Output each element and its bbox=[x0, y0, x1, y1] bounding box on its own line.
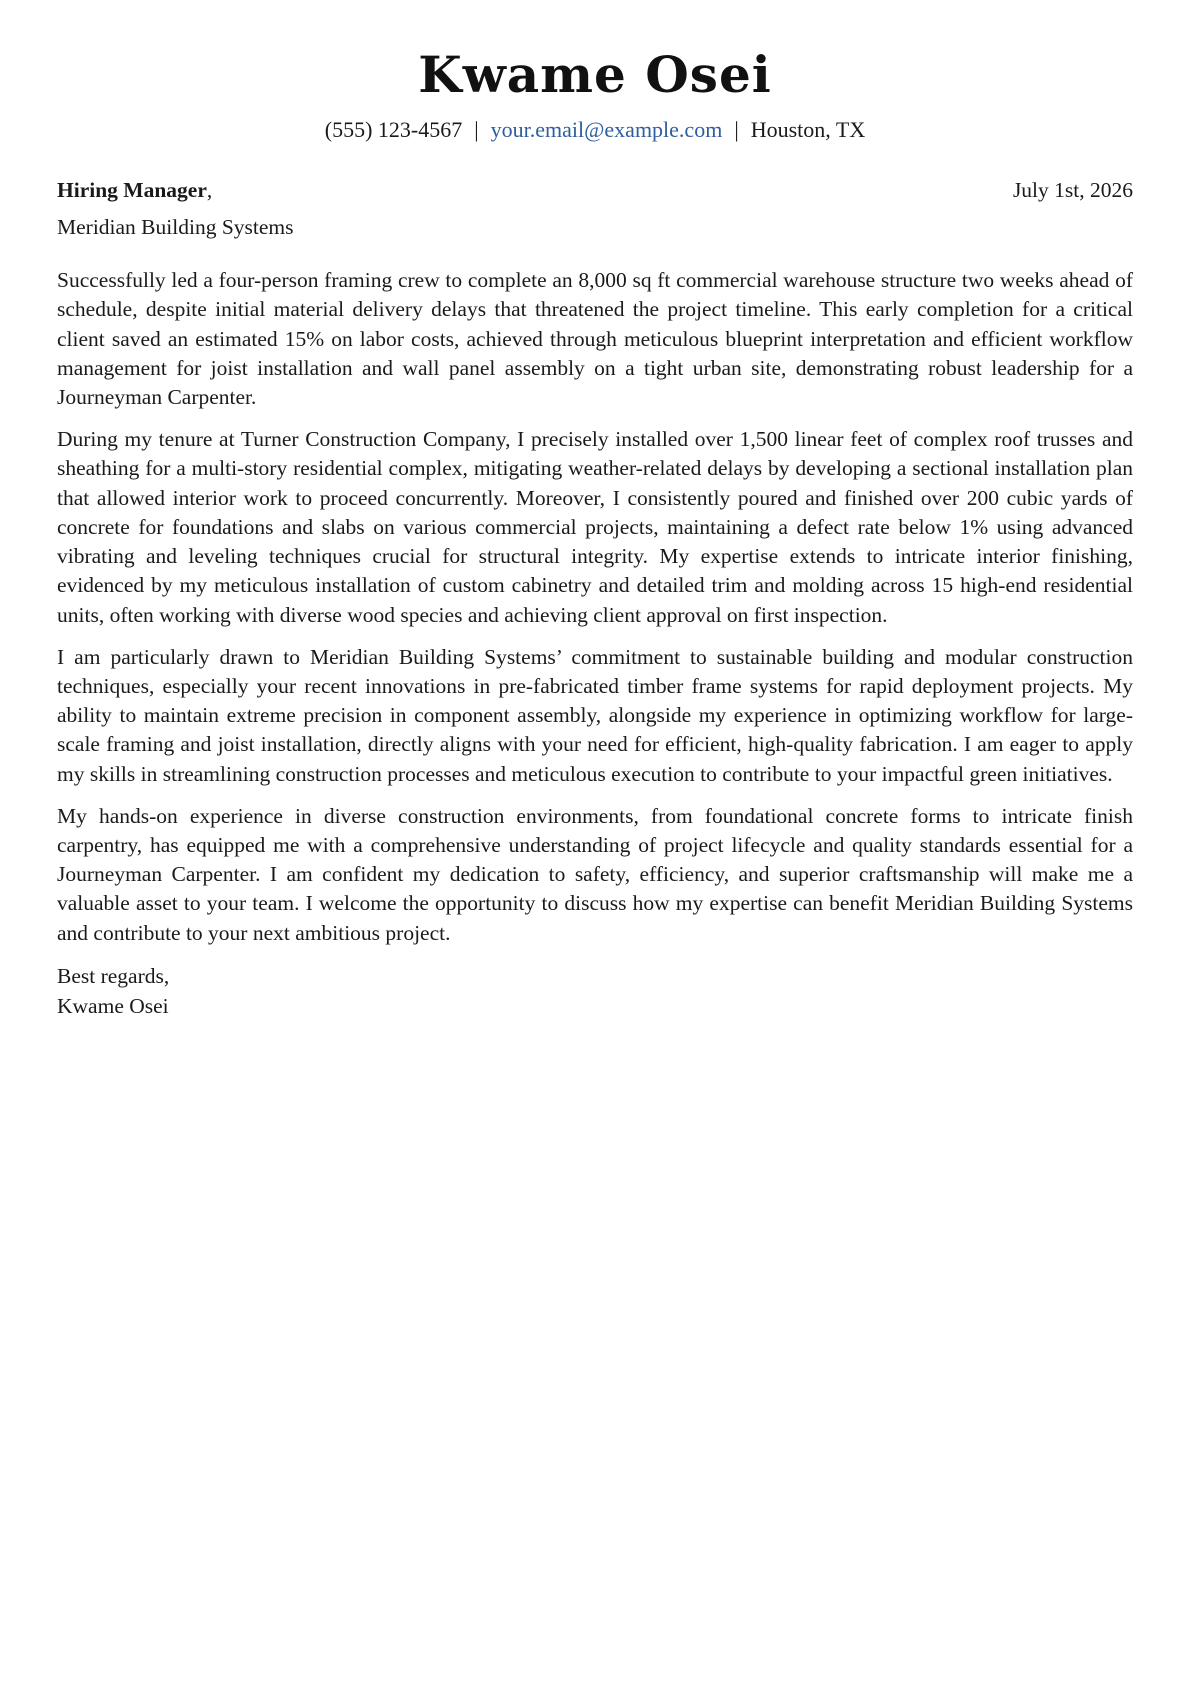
letter-content bbox=[57, 176, 1133, 1021]
phone-number: (555) 123-4567 bbox=[324, 117, 463, 142]
location: Houston, TX bbox=[750, 117, 866, 142]
letter-closing bbox=[57, 961, 1133, 1021]
email-link[interactable]: your.email@example.com bbox=[490, 117, 723, 142]
contact-line bbox=[0, 114, 1190, 146]
contact-separator: | bbox=[474, 117, 479, 142]
letter-header bbox=[0, 40, 1190, 146]
contact-separator: | bbox=[734, 117, 739, 142]
body-paragraph: I am particularly drawn to Meridian Building Systems’ commitment to sustainable building and modular construction techniques, especially your recent innovations in pre-fabricated timber frame systems for rapid deployment projects. My ability to maintain extreme precision in component assembly, alongside my experience in optimizing workflow for large-scale framing and joist installation, directly aligns with your need for efficient, high-quality fabrication. I am eager to apply my skills in streamlining construction processes and meticulous execution to contribute to your impactful green initiatives. bbox=[57, 644, 1133, 786]
letter-body bbox=[57, 266, 1133, 948]
recipient-greeting bbox=[57, 176, 212, 205]
signature-name: Kwame Osei bbox=[57, 993, 169, 1018]
body-paragraph: Successfully led a four-person framing crew to complete an 8,000 sq ft commercial warehouse structure two weeks ahead of schedule, despite initial material delivery delays that threatened the project timeline. This early completion for a critical client saved an estimated 15% on labor costs, achieved through meticulous blueprint interpretation and efficient workflow management for joist installation and wall panel assembly on a tight urban site, demonstrating robust leadership for a Journeyman Carpenter. bbox=[57, 268, 1133, 410]
closing-salutation: Best regards, bbox=[57, 963, 170, 988]
body-paragraph: My hands-on experience in diverse construction environments, from foundational concrete forms to intricate finish carpentry, has equipped me with a comprehensive understanding of project lifecycle and quality standards essential for a Journeyman Carpenter. I am confident my dedication to safety, efficiency, and superior craftsmanship will make me a valuable asset to your team. I welcome the opportunity to discuss how my expertise can benefit Meridian Building Systems and contribute to your next ambitious project. bbox=[57, 803, 1133, 945]
recipient-row bbox=[57, 176, 1133, 210]
letter-date: July 1st, 2026 bbox=[1012, 178, 1133, 202]
applicant-name: Kwame Osei bbox=[418, 45, 772, 104]
body-paragraph: During my tenure at Turner Construction Company, I precisely installed over 1,500 linear feet of complex roof trusses and sheathing for a multi-story residential complex, mitigating weather-related delays by developing a sectional installation plan that allowed interior work to proceed concurrently. Moreover, I consistently poured and finished over 200 cubic yards of concrete for foundations and slabs on various commercial projects, maintaining a defect rate below 1% using advanced vibrating and leveling techniques crucial for structural integrity. My expertise extends to intricate interior finishing, evidenced by my meticulous installation of custom cabinetry and detailed trim and molding across 15 high-end residential units, often working with diverse wood species and achieving client approval on first inspection. bbox=[57, 426, 1133, 627]
recipient-name: Hiring Manager bbox=[57, 178, 207, 202]
recipient-name-comma: , bbox=[206, 178, 213, 202]
recipient-company: Meridian Building Systems bbox=[57, 215, 294, 239]
